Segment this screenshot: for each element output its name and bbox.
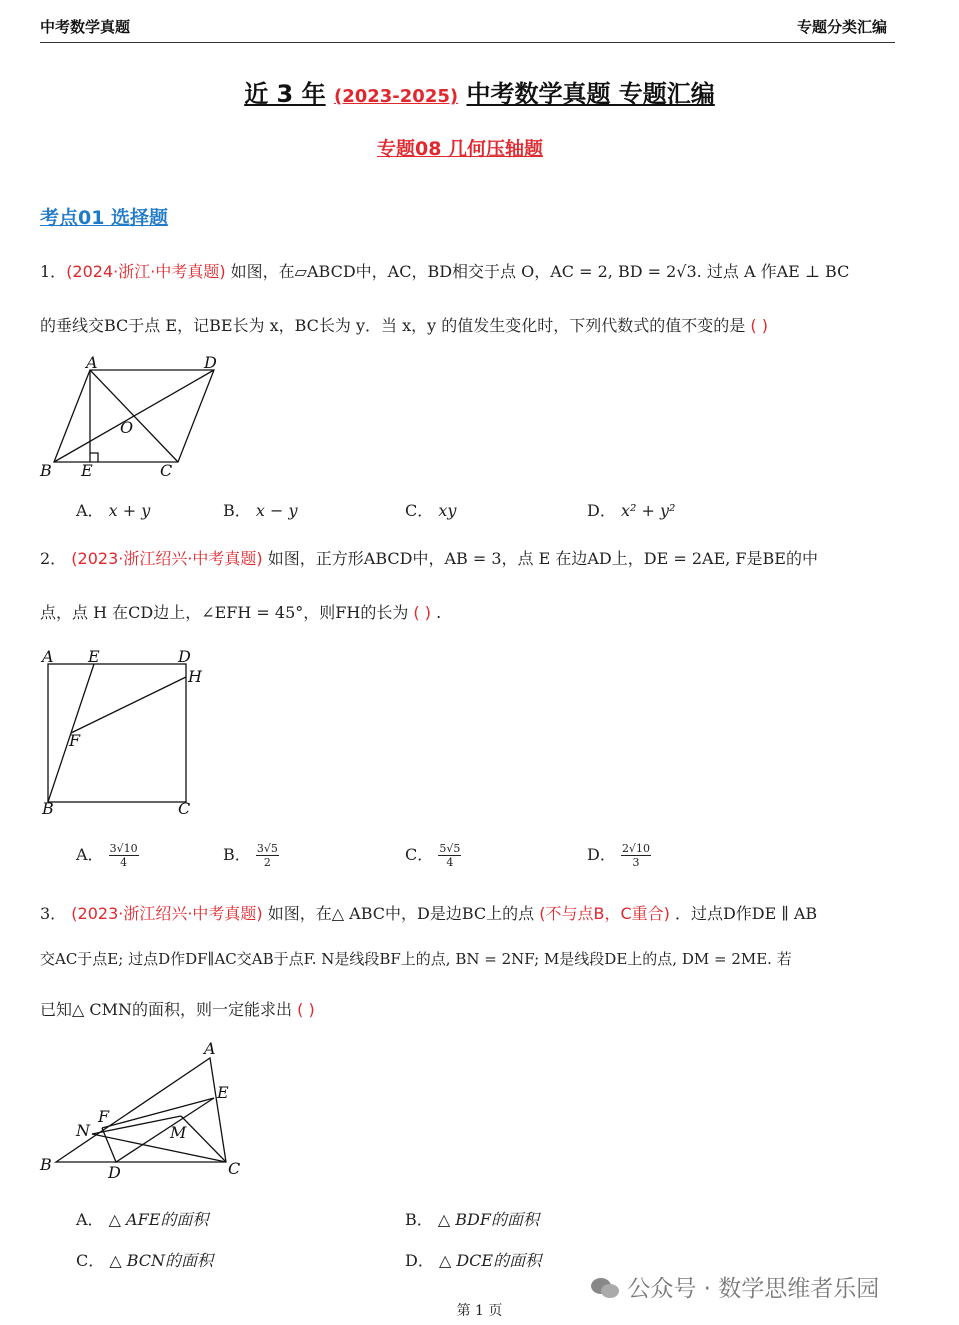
q1-option-d[interactable]: [587, 498, 675, 521]
option-letter: D．: [587, 845, 616, 864]
option-text: △ BDF的面积: [437, 1210, 539, 1229]
q2-option-a[interactable]: [76, 842, 139, 869]
segment-fe: [102, 1098, 214, 1128]
option-letter: C．: [76, 1251, 105, 1270]
q2-number: 2．: [40, 549, 67, 568]
fraction-numerator: 3√5: [256, 842, 278, 855]
option-letter: D．: [405, 1251, 434, 1270]
q3-source: (2023·浙江绍兴·中考真题): [71, 904, 263, 923]
q1-option-c[interactable]: [405, 498, 456, 521]
section-heading: 考点01 选择题: [40, 207, 169, 229]
option-letter: C．: [405, 845, 434, 864]
label-d: D: [108, 1163, 121, 1182]
option-text: xy: [438, 501, 457, 520]
option-letter: A．: [76, 501, 104, 520]
option-text: △ DCE的面积: [438, 1251, 542, 1270]
q3-line2: [40, 948, 900, 969]
q3-line1: [40, 901, 900, 924]
label-a: A: [86, 353, 98, 372]
q2-line1: [40, 546, 900, 569]
label-f: F: [98, 1107, 110, 1126]
header-divider: [40, 42, 895, 43]
page-title: [0, 74, 959, 109]
q1-source: (2024·浙江·中考真题): [66, 262, 226, 281]
option-text: x − y: [255, 501, 298, 520]
label-n: N: [76, 1121, 90, 1140]
q2-text-2: 点，点 H 在CD边上，∠EFH = 45°，则FH的长为: [40, 603, 409, 622]
q3-condition: (不与点B，C重合): [539, 904, 670, 923]
watermark-text: 公众号 · 数学思维者乐园: [627, 1276, 880, 1302]
fraction-numerator: 5√5: [439, 842, 461, 855]
label-e: E: [81, 461, 93, 480]
q2-line2: [40, 600, 900, 623]
label-f: F: [69, 731, 81, 750]
q1-option-b[interactable]: [223, 498, 298, 521]
fraction-numerator: 3√10: [109, 842, 138, 855]
fraction-denominator: 4: [446, 856, 454, 869]
header-left: 中考数学真题: [40, 18, 131, 36]
q3-line3: [40, 997, 900, 1020]
option-letter: A．: [76, 845, 104, 864]
label-b: B: [40, 461, 52, 480]
option-letter: B．: [405, 1210, 433, 1229]
q2-option-c[interactable]: [405, 842, 461, 869]
q3-text-1b: ．过点D作DE ∥ AB: [669, 904, 818, 923]
q1-number: 1．: [40, 262, 67, 281]
q2-paren: ( ): [408, 603, 431, 622]
label-d: D: [178, 647, 191, 666]
label-c: C: [160, 461, 173, 480]
option-fraction: [109, 842, 139, 869]
segment-mc: [181, 1116, 226, 1162]
option-text: x² + y²: [620, 501, 676, 520]
q2-end: .: [431, 603, 442, 622]
fraction-numerator: 2√10: [621, 842, 650, 855]
segment-fh: [71, 677, 186, 733]
option-letter: B．: [223, 501, 251, 520]
fraction-denominator: 3: [632, 856, 640, 869]
option-letter: A．: [76, 1210, 104, 1229]
topic-subtitle: 专题08 几何压轴题: [376, 138, 544, 160]
label-m: M: [170, 1123, 187, 1142]
title-years: (2023-2025): [333, 86, 459, 107]
q1-text-2: 的垂线交BC于点 E，记BE长为 x，BC长为 y．当 x，y 的值发生变化时，下列代数式的值不变的是: [40, 316, 746, 335]
page-number: 第 1 页: [456, 1303, 503, 1319]
option-letter: D．: [587, 501, 616, 520]
wechat-icon: [590, 1276, 620, 1300]
label-e: E: [217, 1083, 229, 1102]
q3-text-1a: 如图，在△ ABC中，D是边BC上的点: [262, 904, 535, 923]
label-a: A: [42, 647, 54, 666]
q3-text-2: 交AC于点E; 过点D作DF∥AC交AB于点F. N是线段BF上的点, BN = 2NF; M是线段DE上的点, DM = 2ME. 若: [40, 950, 792, 968]
q3-option-a[interactable]: [76, 1207, 208, 1230]
option-text: △ AFE的面积: [108, 1210, 209, 1229]
segment-nc: [92, 1134, 226, 1162]
q1-paren: ( ): [745, 316, 768, 335]
label-c: C: [228, 1159, 241, 1178]
q2-option-d[interactable]: [587, 842, 651, 869]
fraction-denominator: 2: [263, 856, 271, 869]
q2-source: (2023·浙江绍兴·中考真题): [71, 549, 263, 568]
option-letter: C．: [405, 501, 434, 520]
title-prefix: 近 3 年: [244, 80, 326, 108]
q1-text-1: 如图，在▱ABCD中，AC，BD相交于点 O，AC = 2, BD = 2√3. 过点 A 作AE ⊥ BC: [225, 262, 850, 281]
label-a: A: [204, 1039, 216, 1058]
option-letter: B．: [223, 845, 251, 864]
segments-fd-de: [102, 1098, 214, 1162]
option-text: △ BCN的面积: [109, 1251, 214, 1270]
title-suffix: 中考数学真题 专题汇编: [466, 80, 715, 108]
label-c: C: [178, 799, 191, 818]
label-b: B: [42, 799, 54, 818]
label-b: B: [40, 1155, 52, 1174]
option-text: x + y: [108, 501, 151, 520]
q2-text-1: 如图，正方形ABCD中，AB = 3，点 E 在边AD上，DE = 2AE, F是BE的中: [262, 549, 818, 568]
label-h: H: [188, 667, 202, 686]
q1-option-a[interactable]: [76, 498, 150, 521]
label-e: E: [88, 647, 100, 666]
option-fraction: [256, 842, 279, 869]
label-o: O: [120, 418, 134, 437]
q2-option-b[interactable]: [223, 842, 279, 869]
q2-figure-square: [36, 644, 226, 822]
q3-option-d[interactable]: [405, 1248, 541, 1271]
label-d: D: [204, 353, 217, 372]
diagonal-bd: [54, 370, 214, 462]
q3-option-c[interactable]: [76, 1248, 213, 1271]
q1-line2: [40, 313, 900, 336]
q3-number: 3．: [40, 904, 67, 923]
option-fraction: [438, 842, 461, 869]
option-fraction: [621, 842, 651, 869]
q1-figure-parallelogram: [36, 352, 236, 482]
q3-text-3: 已知△ CMN的面积，则一定能求出: [40, 1000, 293, 1019]
q3-figure-triangle: [36, 1036, 251, 1184]
header-right: 专题分类汇编: [797, 18, 888, 36]
fraction-denominator: 4: [120, 856, 128, 869]
wechat-watermark: [590, 1270, 879, 1303]
q3-option-b[interactable]: [405, 1207, 539, 1230]
q1-line1: [40, 259, 900, 282]
q3-paren: ( ): [292, 1000, 315, 1019]
